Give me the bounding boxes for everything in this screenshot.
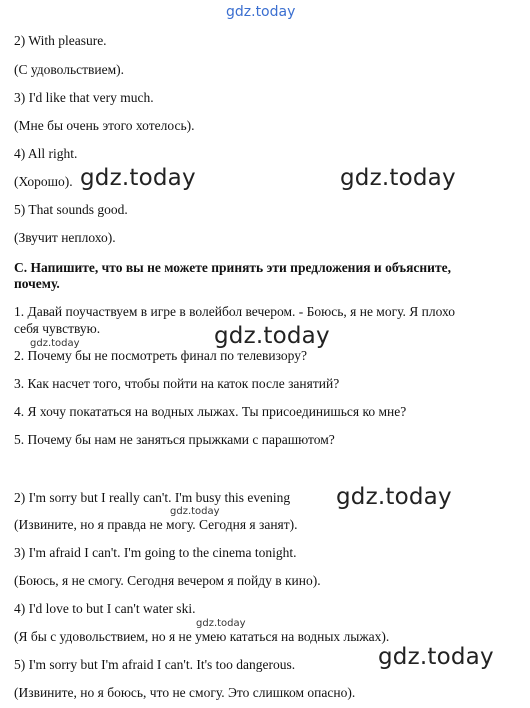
exercise-item: 1. Давай поучаствуем в игре в волейбол вечером. - Боюсь, я не могу. Я плохо	[14, 304, 456, 319]
translation-line: (Я бы с удовольствием, но я не умею кататься на водных лыжах).	[14, 629, 390, 644]
watermark-large: gdz.today	[214, 323, 330, 349]
translation-line: (Извините, но я правда не могу. Сегодня я занят).	[14, 517, 298, 532]
exercise-item: 4. Я хочу покататься на водных лыжах. Ты присоединишься ко мне?	[14, 404, 407, 419]
response-line: 4) I'd love to but I can't water ski.	[14, 601, 196, 616]
translation-line: (Звучит неплохо).	[14, 230, 116, 245]
watermark-small: gdz.today	[196, 618, 246, 629]
watermark-large: gdz.today	[378, 644, 494, 670]
exercise-item-cont: себя чувствую.	[14, 321, 101, 336]
response-line: 5) That sounds good.	[14, 202, 128, 217]
watermark-large: gdz.today	[340, 165, 456, 191]
translation-line: (Извините, но я боюсь, что не смогу. Это слишком опасно).	[14, 685, 356, 700]
response-line: 3) I'd like that very much.	[14, 90, 154, 105]
section-c-heading-cont: почему.	[14, 276, 60, 291]
watermark-small: gdz.today	[30, 338, 80, 349]
response-line: 5) I'm sorry but I'm afraid I can't. It's too dangerous.	[14, 657, 296, 672]
watermark-large: gdz.today	[336, 484, 452, 510]
section-c-heading: С. Напишите, что вы не можете принять эти предложения и объясните,	[14, 260, 451, 275]
exercise-item: 5. Почему бы нам не заняться прыжками с парашютом?	[14, 432, 335, 447]
exercise-item: 2. Почему бы не посмотреть финал по телевизору?	[14, 348, 307, 363]
response-line: 3) I'm afraid I can't. I'm going to the cinema tonight.	[14, 545, 297, 560]
watermark-large: gdz.today	[80, 165, 196, 191]
translation-line: (Мне бы очень этого хотелось).	[14, 118, 195, 133]
translation-line: (С удовольствием).	[14, 62, 125, 77]
header-watermark: gdz.today	[226, 4, 296, 20]
watermark-small: gdz.today	[170, 506, 220, 517]
translation-line: (Боюсь, я не смогу. Сегодня вечером я пойду в кино).	[14, 573, 321, 588]
response-line: 4) All right.	[14, 146, 78, 161]
exercise-item: 3. Как насчет того, чтобы пойти на каток после занятий?	[14, 376, 340, 391]
translation-line: (Хорошо).	[14, 174, 73, 189]
response-line: 2) With pleasure.	[14, 33, 107, 48]
response-line: 2) I'm sorry but I really can't. I'm busy this evening	[14, 490, 291, 505]
